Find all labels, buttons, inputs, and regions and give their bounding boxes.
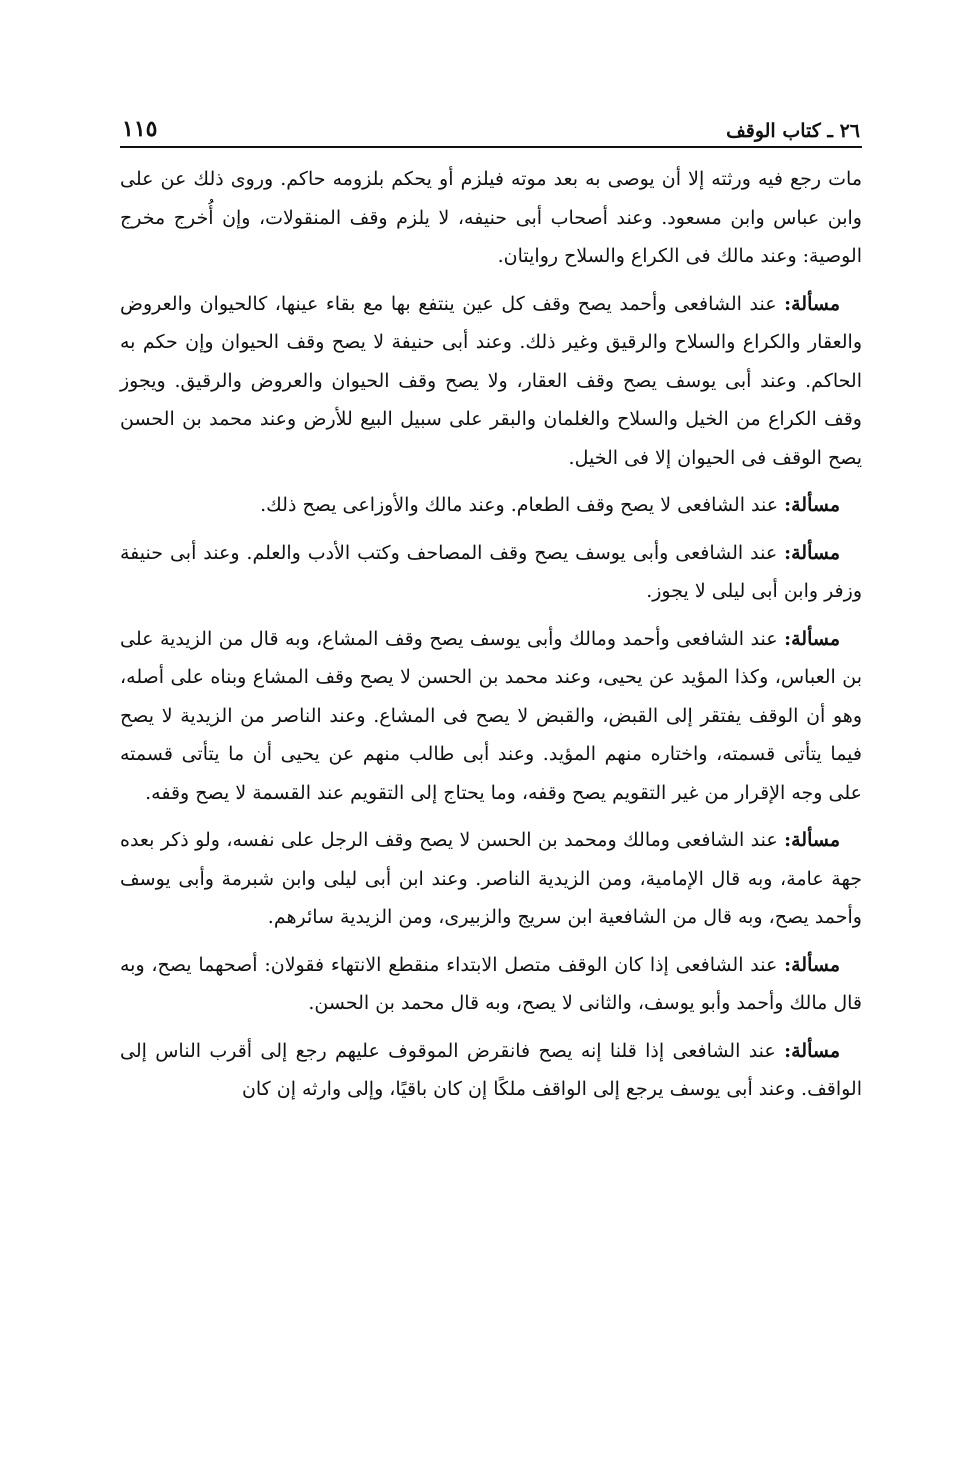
- page-body: [120, 160, 862, 1109]
- masala-term: مسألة:: [784, 1039, 840, 1062]
- paragraph-text: مات رجع فيه ورثته إلا أن يوصى به بعد موته فيلزم أو يحكم بلزومه حاكم. وروى ذلك عن على وابن عباس وابن مسعود. وعند أصحاب أبى حنيفه، لا يلزم وقف المنقولات، وإن أُخرج مخرج الوصية: وعند مالك فى الكراع والسلاح روايتان.: [120, 168, 862, 267]
- masala-paragraph: [120, 821, 862, 937]
- masala-term: مسألة:: [784, 953, 840, 976]
- masala-paragraph: [120, 1032, 862, 1109]
- masala-paragraph: [120, 946, 862, 1023]
- masala-paragraph: [120, 534, 862, 611]
- chapter-title: ٢٦ ـ كتاب الوقف: [726, 120, 860, 142]
- paragraph-text: عند الشافعى وأحمد ومالك وأبى يوسف يصح وقف المشاع، وبه قال من الزيدية على بن العباس، وكذا المؤيد عن يحيى، وعند محمد بن الحسن لا يصح وقف المشاع وبناه على أصله، وهو أن الوقف يفتقر إلى القبض، والقبض لا يصح فى المشاع. وعند الناصر من الزيدية لا يصح فيما يتأتى قسمته، واختاره منهم المؤيد. وعند أبى طالب منهم عن يحيى أن ما يتأتى قسمته على وجه الإقرار من غير التقويم يصح وقفه، وما يحتاج إلى التقويم عند القسمة لا يصح وقفه.: [120, 627, 862, 804]
- masala-term: مسألة:: [784, 829, 840, 851]
- book-page: [120, 108, 862, 1118]
- paragraph-text: عند الشافعى إذا كان الوقف متصل الابتداء منقطع الانتهاء فقولان: أصحهما يصح، وبه قال مالك وأحمد وأبو يوسف، والثانى لا يصح، وبه قال محمد بن الحسن.: [120, 953, 862, 1014]
- paragraph-text: عند الشافعى ومالك ومحمد بن الحسن لا يصح وقف الرجل على نفسه، ولو ذكر بعده جهة عامة، وبه قال الإمامية، ومن الزيدية الناصر. وعند ابن أبى ليلى وابن شبرمة وأبى يوسف وأحمد يصح، وبه قال من الشافعية ابن سريج والزبيرى، ومن الزيدية سائرهم.: [120, 829, 862, 928]
- paragraph-text: عند الشافعى إذا قلنا إنه يصح فانقرض الموقوف عليهم رجع إلى أقرب الناس إلى الواقف. وعند أبى يوسف يرجع إلى الواقف ملكًا إن كان باقيًا، وإلى وارثه إن كان: [120, 1039, 862, 1100]
- paragraph-continuation: [120, 160, 862, 276]
- paragraph-text: عند الشافعى لا يصح وقف الطعام. وعند مالك والأوزاعى يصح ذلك.: [260, 494, 785, 516]
- paragraph-text: عند الشافعى وأحمد يصح وقف كل عين ينتفع بها مع بقاء عينها، كالحيوان والعروض والعقار والكراع والسلاح والرقيق وغير ذلك. وعند أبى حنيفة لا يصح وقف الحيوان وإن حكم به الحاكم. وعند أبى يوسف يصح وقف العقار، ولا يصح وقف الحيوان والعروض والرقيق. ويجوز وقف الكراع من الخيل والسلاح والغلمان والبقر على سبيل البيع للأرض وعند محمد بن الحسن يصح الوقف فى الحيوان إلا فى الخيل.: [120, 292, 862, 469]
- page-number: ١١٥: [122, 116, 158, 142]
- running-header: [120, 108, 862, 148]
- paragraph-text: عند الشافعى وأبى يوسف يصح وقف المصاحف وكتب الأدب والعلم. وعند أبى حنيفة وزفر وابن أبى ليلى لا يجوز.: [120, 541, 862, 602]
- masala-paragraph: [120, 486, 862, 525]
- masala-term: مسألة:: [784, 541, 840, 564]
- masala-term: مسألة:: [784, 292, 840, 315]
- masala-paragraph: [120, 620, 862, 813]
- masala-paragraph: [120, 285, 862, 478]
- masala-term: مسألة:: [784, 627, 840, 650]
- masala-term: مسألة:: [784, 494, 840, 516]
